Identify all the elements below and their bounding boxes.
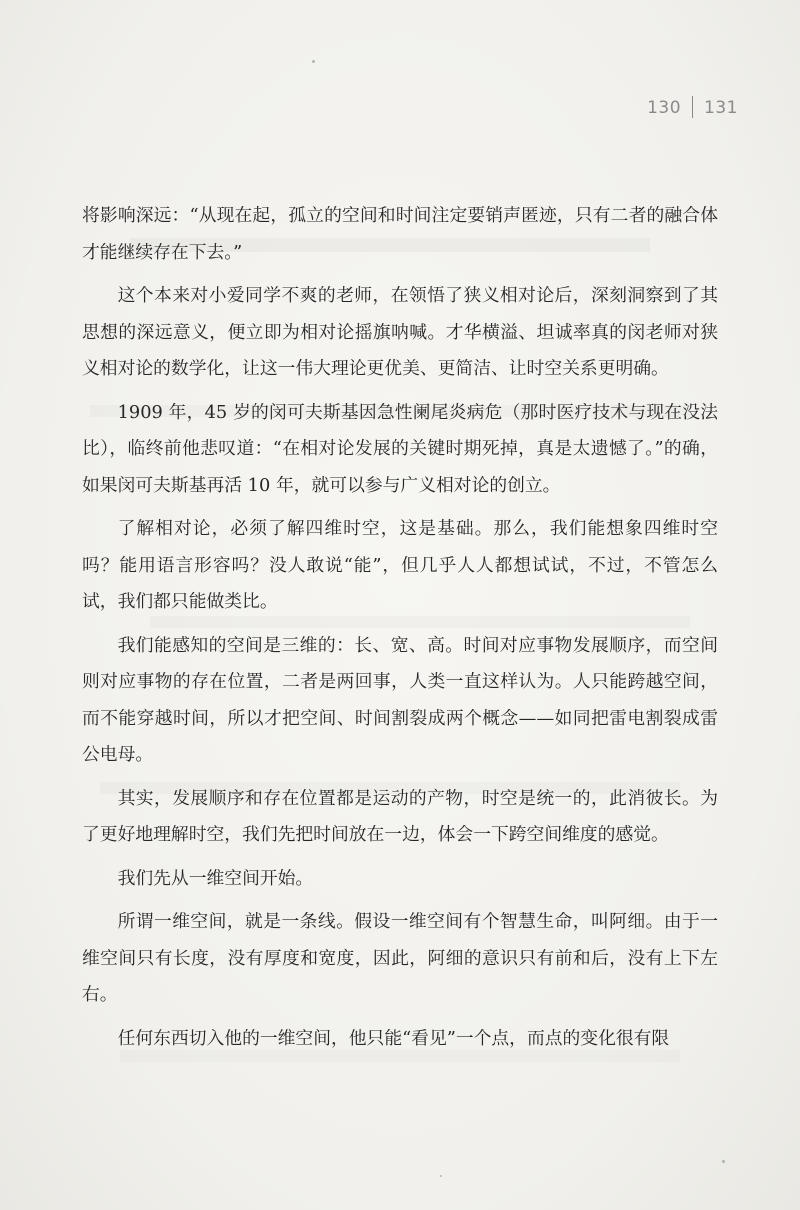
paragraph: 我们先从一维空间开始。 <box>117 867 314 889</box>
left-page-number: 130 <box>647 98 682 118</box>
page-number-header <box>647 96 738 118</box>
paragraph: 其实，发展顺序和存在位置都是运动的产物，时空是统一的，此消彼长。为了更好地理解时空，我们先把时间放在一边，体会一下跨空间维度的感觉。 <box>82 787 718 845</box>
paragraph: 这个本来对小爱同学不爽的老师，在领悟了狭义相对论后，深刻洞察到了其思想的深远意义，便立即为相对论摇旗呐喊。才华横溢、坦诚率真的闵老师对狭义相对论的数学化，让这一伟大理论更优美、更简洁、让时空关系更明确。 <box>82 285 718 379</box>
right-page-number: 131 <box>704 98 738 118</box>
paper-speck <box>722 1160 725 1163</box>
paragraph: 所谓一维空间，就是一条线。假设一维空间有个智慧生命，叫阿细。由于一维空间只有长度，没有厚度和宽度，因此，阿细的意识只有前和后，没有上下左右。 <box>82 911 718 1005</box>
paper-speck <box>440 1175 442 1177</box>
paragraph: 了解相对论，必须了解四维时空，这是基础。那么，我们能想象四维时空吗？能用语言形容吗？没人敢说“能”，但几乎人人都想试试，不过，不管怎么试，我们都只能做类比。 <box>82 518 718 612</box>
paragraph: 任何东西切入他的一维空间，他只能“看见”一个点，而点的变化很有限 <box>117 1027 670 1049</box>
paragraph: 1909 年，45 岁的闵可夫斯基因急性阑尾炎病危（那时医疗技术与现在没法比），临终前他悲叹道：“在相对论发展的关键时期死掉，真是太遗憾了。”的确，如果闵可夫斯基再活 10 年，就可以参与广义相对论的创立。 <box>82 401 718 496</box>
page-number-divider <box>692 96 693 118</box>
paper-speck <box>312 60 315 63</box>
paragraph: 我们能感知的空间是三维的：长、宽、高。时间对应事物发展顺序，而空间则对应事物的存在位置，二者是两回事，人类一直这样认为。人只能跨越空间，而不能穿越时间，所以才把空间、时间割裂成两个概念——如同把雷电割裂成雷公电母。 <box>82 634 718 765</box>
paragraph: 将影响深远：“从现在起，孤立的空间和时间注定要销声匿迹，只有二者的融合体才能继续存在下去。” <box>82 205 718 263</box>
body-text <box>82 198 718 1064</box>
